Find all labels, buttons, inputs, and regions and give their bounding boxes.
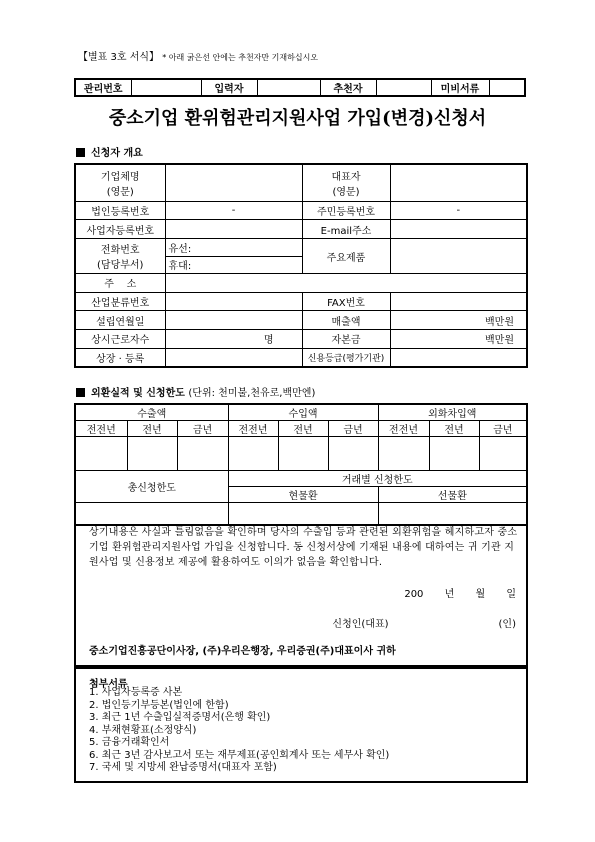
spot-header: 현물환 bbox=[228, 487, 378, 503]
export-year-2: 금년 bbox=[177, 421, 228, 437]
admin-mgmt-no-label: 관리번호 bbox=[75, 79, 131, 96]
loan-value-2[interactable] bbox=[479, 437, 527, 471]
company-name-field[interactable] bbox=[165, 164, 302, 201]
import-year-0: 전전년 bbox=[228, 421, 278, 437]
import-value-1[interactable] bbox=[278, 437, 328, 471]
square-bullet-icon bbox=[76, 388, 85, 397]
address-label: 주 소 bbox=[75, 274, 165, 293]
email-field[interactable] bbox=[390, 220, 527, 239]
signature-line[interactable] bbox=[332, 615, 516, 630]
loan-year-1: 전년 bbox=[429, 421, 479, 437]
page-title: 중소기업 환위험관리지원사업 가입(변경)신청서 bbox=[108, 108, 487, 129]
section-fx-unit: (단위: 천미불,천유로,백만엔) bbox=[188, 388, 316, 399]
form-note: * 아래 굵은선 안에는 추천자만 기재하십시오 bbox=[162, 53, 319, 62]
admin-entered-by-label: 입력자 bbox=[201, 79, 257, 96]
corp-reg-no-label: 법인등록번호 bbox=[75, 201, 165, 220]
import-year-1: 전년 bbox=[278, 421, 328, 437]
admin-table bbox=[74, 78, 526, 97]
listing-field[interactable] bbox=[165, 348, 302, 367]
export-year-1: 전년 bbox=[127, 421, 177, 437]
admin-recommender-field[interactable] bbox=[376, 79, 431, 96]
loan-year-2: 금년 bbox=[479, 421, 527, 437]
import-value-0[interactable] bbox=[228, 437, 278, 471]
loan-value-1[interactable] bbox=[429, 437, 479, 471]
import-year-2: 금년 bbox=[328, 421, 378, 437]
corp-reg-no-field[interactable]: - bbox=[165, 201, 302, 220]
export-value-0[interactable] bbox=[75, 437, 127, 471]
company-name-en: (영문) bbox=[106, 186, 134, 198]
resident-no-label: 주민등록번호 bbox=[302, 201, 390, 220]
addressee: 중소기업진흥공단이사장, (주)우리은행장, 우리증권(주)대표이사 귀하 bbox=[89, 646, 396, 657]
attachments-box bbox=[74, 667, 528, 783]
company-name-label bbox=[75, 164, 165, 201]
mobile-field[interactable]: 휴대: bbox=[165, 256, 302, 274]
declaration-box bbox=[74, 515, 528, 667]
seal-label: (인) bbox=[498, 619, 516, 630]
fax-label: FAX번호 bbox=[302, 292, 390, 311]
date-year-value: 200 bbox=[404, 589, 424, 600]
section-fx-heading bbox=[76, 384, 315, 399]
main-products-label: 주요제품 bbox=[302, 239, 390, 274]
address-field[interactable] bbox=[165, 274, 527, 293]
founded-field[interactable] bbox=[165, 311, 302, 330]
attachment-item: 6. 최근 3년 감사보고서 또는 재무제표(공인회계사 또는 세무사 확인) bbox=[89, 749, 390, 761]
industry-field[interactable] bbox=[165, 292, 302, 311]
export-value-2[interactable] bbox=[177, 437, 228, 471]
ceo-field[interactable] bbox=[390, 164, 527, 201]
capital-field[interactable]: 백만원 bbox=[390, 330, 527, 349]
fax-field[interactable] bbox=[390, 292, 527, 311]
ceo-ko: 대표자 bbox=[331, 171, 361, 183]
attachment-item: 3. 최근 1년 수출입실적증명서(은행 확인) bbox=[89, 712, 271, 723]
fx-table bbox=[74, 403, 528, 526]
admin-missing-docs-field[interactable] bbox=[489, 79, 525, 96]
sales-field[interactable]: 백만원 bbox=[390, 311, 527, 330]
declaration-text: 상기내용은 사실과 틀림없음을 확인하며 당사의 수출입 등과 관련된 외환위험을 헤지하고자 중소기업 환위험관리지원사업 가입을 신청합니다. 동 신청서상에 기재된 내용에 대하여는 귀 기관 지원사업 및 신용정보 제공에 활용하여도 이의가 없음을 확인합니다. bbox=[89, 527, 518, 568]
employees-label: 상시근로자수 bbox=[75, 330, 165, 349]
import-value-2[interactable] bbox=[328, 437, 378, 471]
email-label: E-mail주소 bbox=[302, 220, 390, 239]
date-year-label: 년 bbox=[444, 589, 455, 600]
total-limit-label: 총신청한도 bbox=[75, 471, 228, 503]
attachments-heading: 첨부서류 bbox=[89, 679, 128, 690]
loan-year-0: 전전년 bbox=[378, 421, 429, 437]
landline-field[interactable]: 유선: bbox=[165, 239, 302, 257]
attachments-list bbox=[89, 687, 389, 775]
export-year-0: 전전년 bbox=[75, 421, 127, 437]
industry-label: 산업분류번호 bbox=[75, 292, 165, 311]
credit-field[interactable] bbox=[390, 348, 527, 367]
export-header: 수출액 bbox=[75, 404, 228, 421]
founded-label: 설립연월일 bbox=[75, 311, 165, 330]
by-type-header: 거래별 신청한도 bbox=[228, 471, 527, 487]
attachment-item: 4. 부채현황표(소정양식) bbox=[89, 724, 197, 736]
form-number: 【별표 3호 서식】 bbox=[78, 52, 160, 63]
export-value-1[interactable] bbox=[127, 437, 177, 471]
credit-label: 신용등급(평가기관) bbox=[302, 348, 390, 367]
ceo-en: (영문) bbox=[332, 186, 360, 198]
attachment-item: 1. 사업자등록증 사본 bbox=[89, 687, 183, 698]
capital-label: 자본금 bbox=[302, 330, 390, 349]
ceo-label bbox=[302, 164, 390, 201]
section-applicant-heading bbox=[76, 144, 143, 159]
date-day-label: 일 bbox=[506, 589, 516, 600]
signer-label: 신청인(대표) bbox=[332, 619, 389, 630]
loan-value-0[interactable] bbox=[378, 437, 429, 471]
date-month-label: 월 bbox=[475, 589, 486, 600]
listing-label: 상장 · 등록 bbox=[75, 348, 165, 367]
biz-reg-no-field[interactable] bbox=[165, 220, 302, 239]
declaration-date[interactable] bbox=[404, 585, 516, 600]
forward-header: 선물환 bbox=[378, 487, 527, 503]
import-header: 수입액 bbox=[228, 404, 378, 421]
applicant-table bbox=[74, 163, 528, 368]
phone-label bbox=[75, 239, 165, 274]
main-products-field[interactable] bbox=[390, 239, 527, 274]
admin-entered-by-field[interactable] bbox=[257, 79, 320, 96]
admin-recommender-label: 추천자 bbox=[320, 79, 376, 96]
phone-dept-text: (담당부서) bbox=[97, 260, 144, 272]
biz-reg-no-label: 사업자등록번호 bbox=[75, 220, 165, 239]
attachment-item: 7. 국세 및 지방세 완납증명서(대표자 포함) bbox=[89, 762, 277, 773]
phone-label-text: 전화번호 bbox=[100, 245, 140, 257]
employees-field[interactable]: 명 bbox=[165, 330, 302, 349]
company-name-ko: 기업체명 bbox=[100, 171, 140, 183]
admin-missing-docs-label: 미비서류 bbox=[431, 79, 489, 96]
attachment-item: 5. 금융거래확인서 bbox=[89, 737, 170, 748]
loan-header: 외화차입액 bbox=[378, 404, 527, 421]
section-fx-title: 외환실적 및 신청한도 bbox=[91, 388, 185, 399]
section-applicant-title: 신청자 개요 bbox=[91, 148, 143, 159]
attachment-item: 2. 법인등기부등본(법인에 한함) bbox=[89, 699, 229, 711]
resident-no-field[interactable]: - bbox=[390, 201, 527, 220]
square-bullet-icon bbox=[76, 148, 85, 157]
sales-label: 매출액 bbox=[302, 311, 390, 330]
form-tag bbox=[78, 48, 318, 63]
admin-mgmt-no-field[interactable] bbox=[131, 79, 201, 96]
